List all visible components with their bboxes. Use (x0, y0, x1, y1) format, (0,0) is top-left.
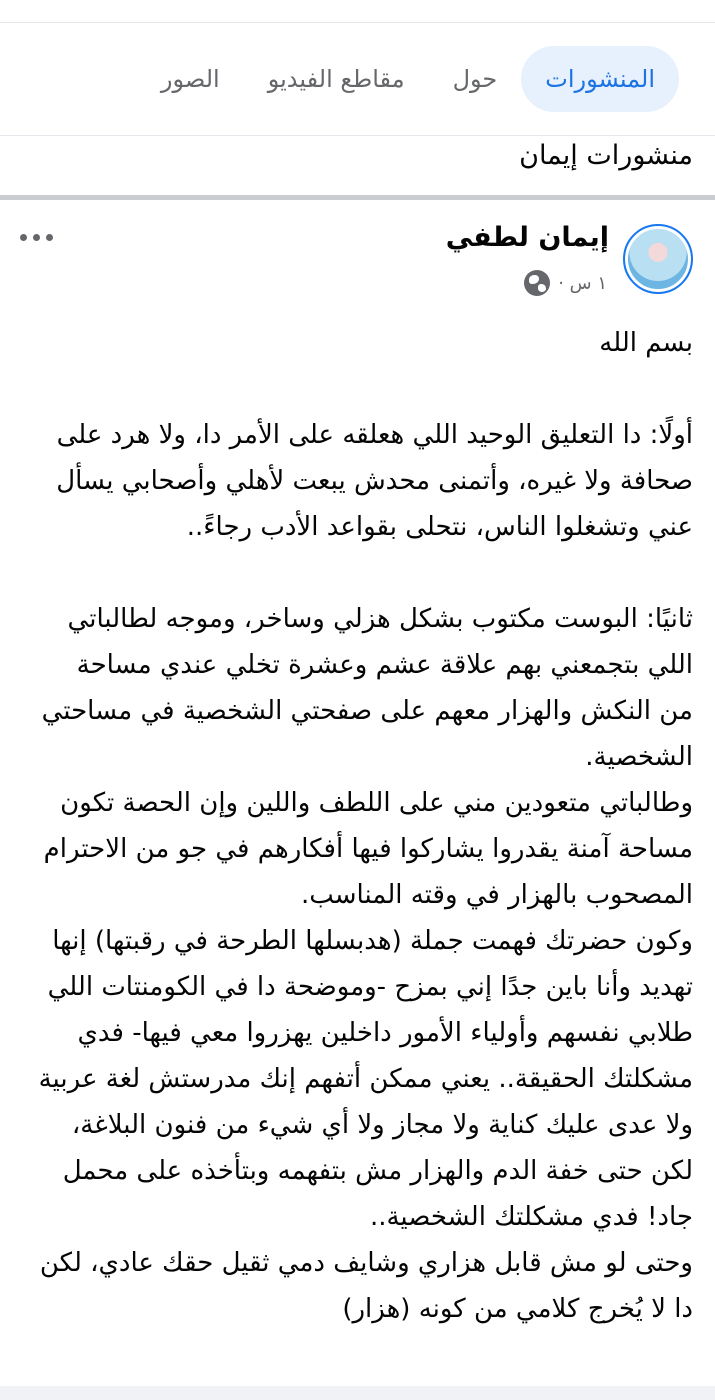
profile-tabs (0, 46, 679, 112)
post-paragraph: أولًا: دا التعليق الوحيد اللي هعلقه على الأمر دا، ولا هرد على صحافة ولا غيره، وأتمنى محدش يبعت لأهلي وأصحابي يسأل عني وتشغلوا الناس، نتحلى بقواعد الأدب رجاءً.. (56, 420, 693, 542)
post-time[interactable]: ١ س · (558, 272, 607, 294)
top-divider (0, 22, 715, 23)
post-paragraph: وكون حضرتك فهمت جملة (هدبسلها الطرحة في رقبتها) إنها تهديد وأنا باين جدًا إني بمزح -وموضحة دا في الكومنتات اللي طلابي نفسهم وأولياء الأمور داخلين يهزروا معي فيها- فدي مشكلتك الحقيقة.. يعني ممكن أتفهم إنك مدرستش لغة عربية ولا عدى عليك كناية ولا مجاز ولا أي شيء من فنون البلاغة، لكن حتى خفة الدم والهزار مش بتفهمه وبتأخذه على محمل جاد! فدي مشكلتك الشخصية.. (38, 926, 693, 1232)
more-options-icon[interactable] (14, 222, 58, 252)
bottom-bar (0, 1386, 715, 1400)
post-paragraph: وحتى لو مش قابل هزاري وشايف دمي ثقيل حقك عادي، لكن دا لا يُخرج كلامي من كونه (هزار) (39, 1248, 693, 1324)
author-name[interactable]: إيمان لطفي (445, 222, 609, 253)
post-meta (524, 270, 607, 296)
tabs-divider (0, 135, 715, 136)
section-title: منشورات إيمان (519, 140, 693, 171)
tab-about[interactable]: حول (452, 65, 498, 93)
tab-photos[interactable]: الصور (160, 65, 220, 93)
post-paragraph: بسم الله (599, 328, 693, 358)
globe-icon (524, 270, 550, 296)
post-body (36, 320, 693, 1332)
post-paragraph: وطالباتي متعودين مني على اللطف واللين وإن الحصة تكون مساحة آمنة يقدروا يشاركوا فيها أفكارهم في جو من الاحترام المصحوب بالهزار في وقته المناسب. (43, 788, 693, 910)
tab-videos[interactable]: مقاطع الفيديو (267, 65, 405, 93)
post-card (0, 200, 715, 1400)
tab-posts[interactable]: المنشورات (521, 46, 679, 112)
author-avatar[interactable] (623, 224, 693, 294)
post-paragraph: ثانيًا: البوست مكتوب بشكل هزلي وساخر، وموجه لطالباتي اللي بتجمعني بهم علاقة عشم وعشرة تخلي عندي مساحة من النكش والهزار معهم على صفحتي الشخصية في مساحتي الشخصية. (41, 604, 693, 772)
